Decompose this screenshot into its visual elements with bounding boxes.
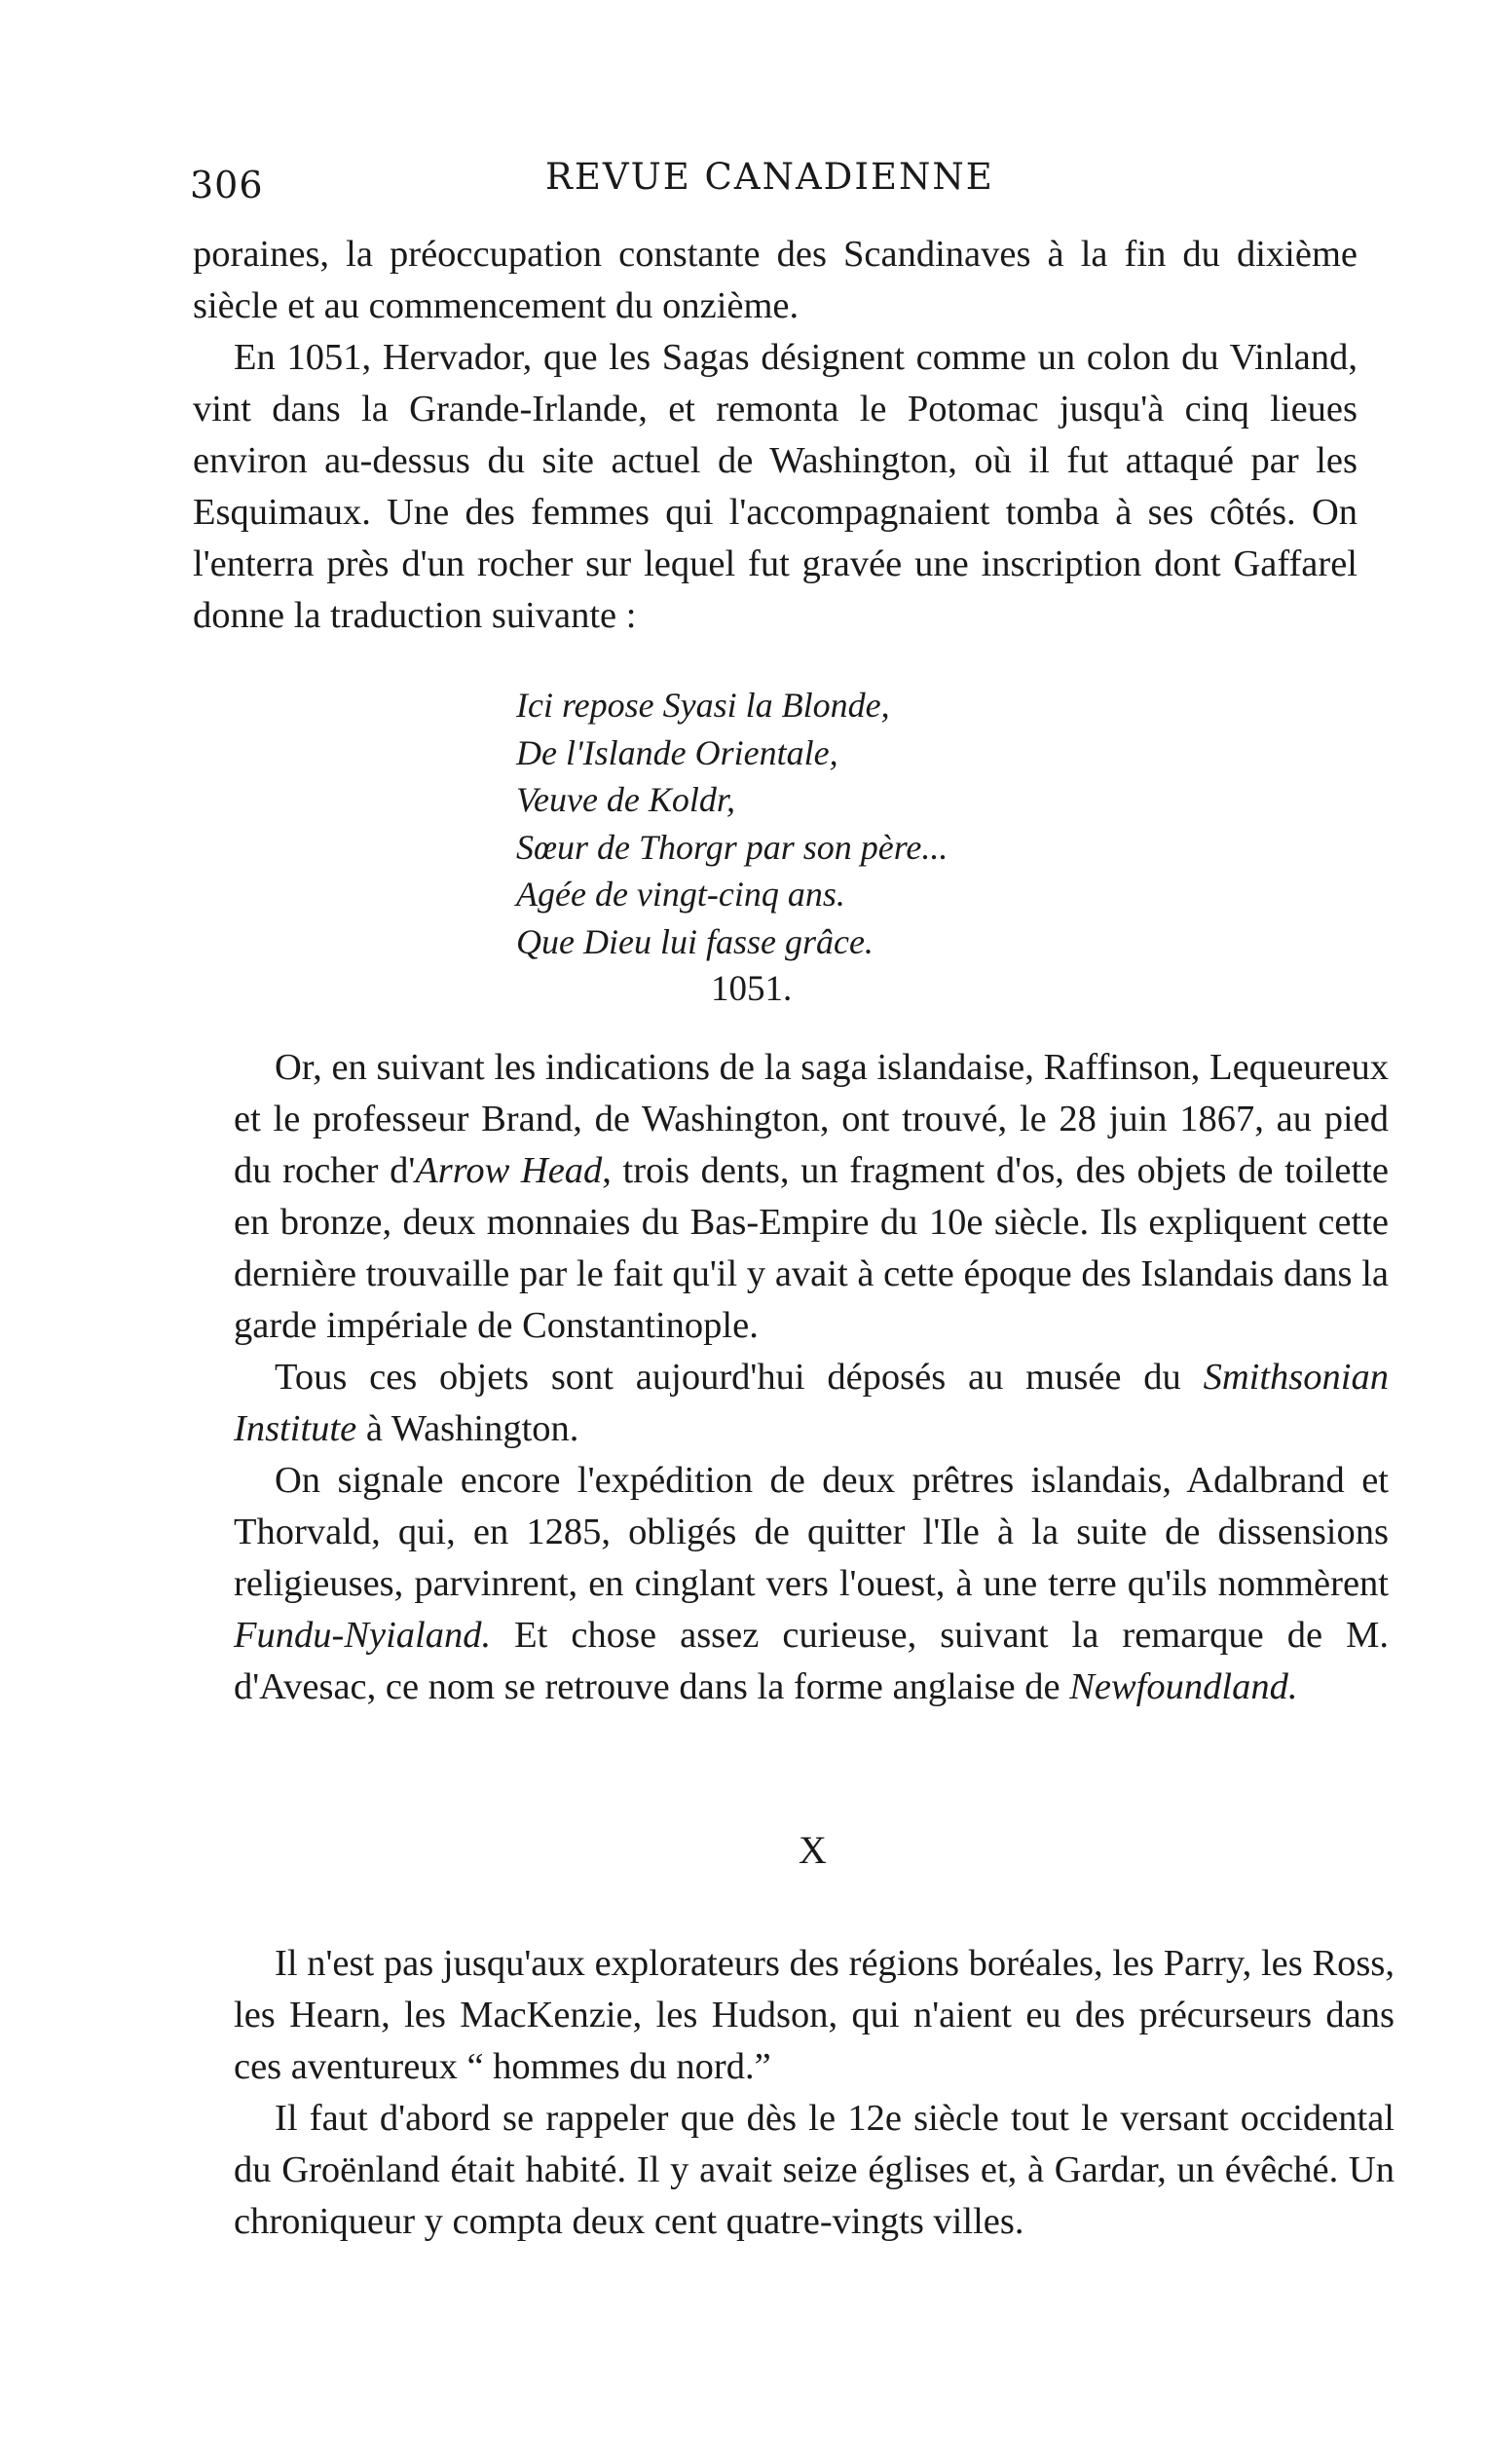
paragraph-arrow-head (234, 1042, 1389, 1352)
paragraph-hervador: En 1051, Hervador, que les Sagas désignent comme un colon du Vinland, vint dans la Grande-Irlande, et remonta le Potomac jusqu'à cinq lieues environ au-dessus du site actuel de Washington, où il fut attaqué par les Esquimaux. Une des femmes qui l'accompagnaient tomba à ses côtés. On l'enterra près d'un rocher sur lequel fut gravée une inscription dont Gaffarel donne la traduction suivante : (193, 337, 1358, 636)
paragraph-text: On signale encore l'expédition de deux prêtres islandais, Adalbrand et Thorvald, qui, en 1285, obligés de quitter l'Ile à la suite de dissensions religieuses, parvinrent, en cinglant vers l'ouest, à une terre qu'ils nommèrent (234, 1460, 1389, 1604)
running-title: REVUE CANADIENNE (545, 156, 994, 198)
text-block-middle (234, 1042, 1389, 1713)
inscription-year: 1051. (711, 969, 793, 1009)
italic-term: Fundu-Nyialand. (234, 1615, 492, 1656)
verse-line: Que Dieu lui fasse grâce. (516, 921, 874, 961)
verse-line: Ici repose Syasi la Blonde, (516, 686, 890, 725)
page-number: 306 (190, 164, 264, 206)
text-block-top (193, 229, 1358, 642)
verse-line: Sœur de Thorgr par son père... (516, 827, 949, 867)
paragraph-smithsonian (234, 1352, 1389, 1455)
inscription-verse (516, 682, 948, 965)
italic-term: Arrow Head (415, 1150, 603, 1191)
verse-line: Veuve de Koldr, (516, 780, 735, 819)
paragraph-text: à Washington. (356, 1408, 579, 1449)
paragraph-continued: poraines, la préoccupation constante des Scandinaves à la fin du dixième siècle et au commencement du onzième. (193, 234, 1358, 326)
paragraph-greenland: Il faut d'abord se rappeler que dès le 12e siècle tout le versant occidental du Groënland était habité. Il y avait seize églises et, à Gardar, un évêché. Un chroniqueur y compta deux cent quatre-vingts villes. (234, 2098, 1395, 2242)
paragraph-text: Tous ces objets sont aujourd'hui déposés au musée du (275, 1357, 1204, 1398)
paragraph-text: , trois dents, un fragment d'os, des objets de toilette en bronze, deux monnaies du Bas-Empire du 10e siècle. Ils expliquent cette dernière trouvaille par le fait qu'il y avait à cette époque des Islandais dans la garde impériale de Constantinople. (234, 1150, 1389, 1346)
paragraph-expedition (234, 1455, 1389, 1713)
italic-term: Smithsonian Institute (234, 1357, 1389, 1449)
section-heading: X (799, 1828, 827, 1872)
text-block-bottom (234, 1938, 1395, 2248)
italic-term: Newfoundland. (1069, 1666, 1298, 1707)
paragraph-text: Or, en suivant les indications de la saga islandaise, Raffinson, Lequeureux et le professeur Brand, de Washington, ont trouvé, le 28 juin 1867, au pied du rocher d' (234, 1047, 1389, 1191)
paragraph-text: Et chose assez curieuse, suivant la remarque de M. d'Avesac, ce nom se retrouve dans la forme anglaise de (234, 1615, 1389, 1707)
verse-line: Agée de vingt-cinq ans. (516, 875, 845, 914)
page-header (190, 156, 1378, 214)
verse-line: De l'Islande Orientale, (516, 732, 838, 772)
paragraph-explorers: Il n'est pas jusqu'aux explorateurs des régions boréales, les Parry, les Ross, les Hearn, les MacKenzie, les Hudson, qui n'aient eu des précurseurs dans ces aventureux “ hommes du nord.” (234, 1943, 1395, 2087)
